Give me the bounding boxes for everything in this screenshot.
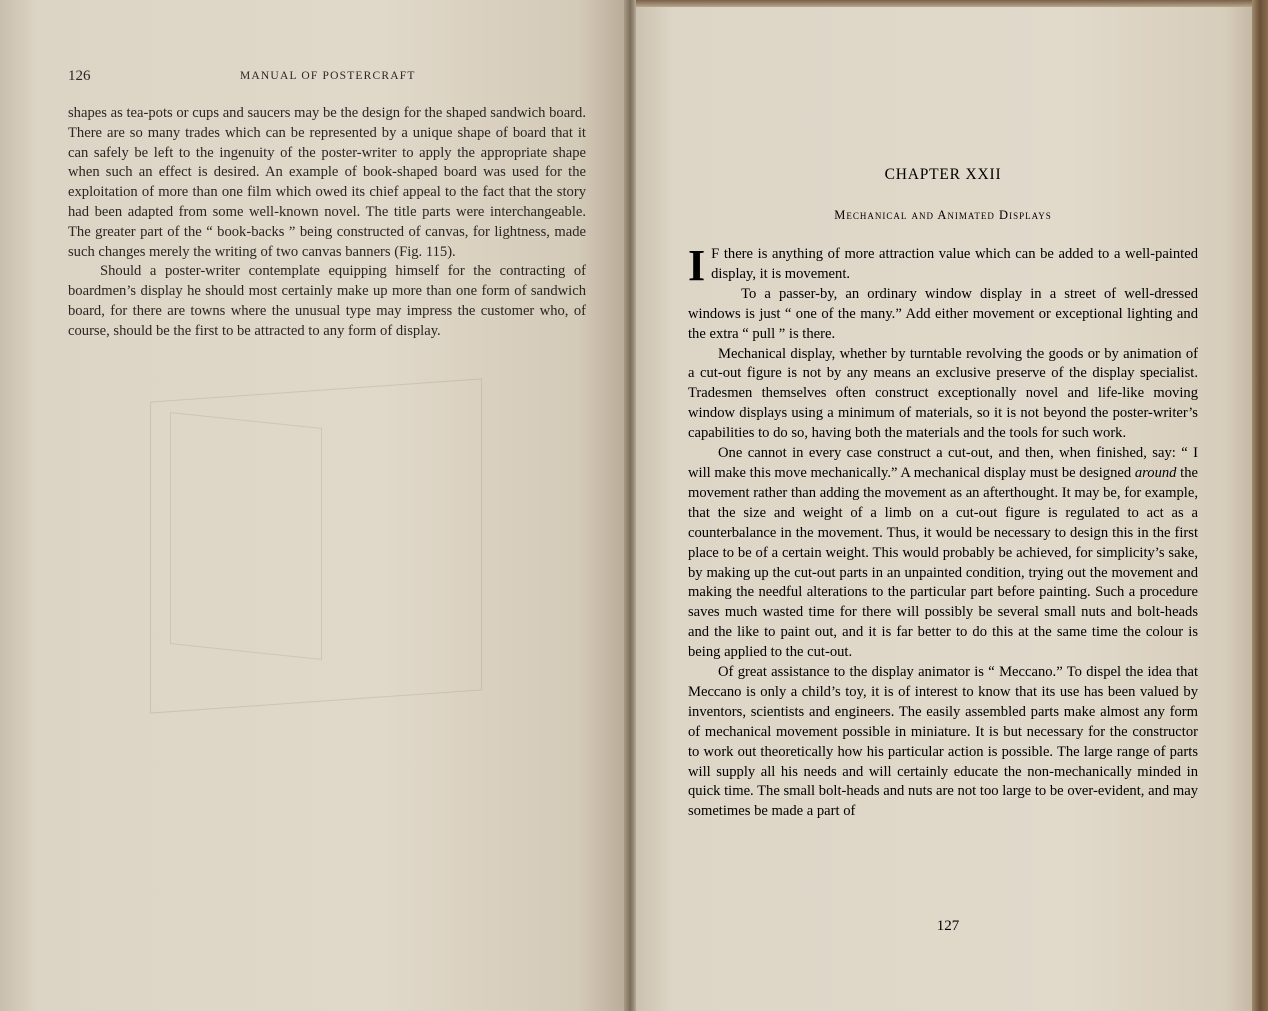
paragraph: shapes as tea-pots or cups and saucers may be the design for the shaped sandwich board. There are so many trades which can be represented by a unique shape of board that it can safely be left to the ingenuity of the poster-writer to apply the appropriate shape when such an effect is desired. An example of book-shaped board was used for the exploitation of more than one film which owed its chief appeal to the fact that the story had been adapted from some well-known novel. The title parts were interchangeable. The greater part of the “ book-backs ” being constructed of canvas, for lightness, made such changes merely the writing of two canvas banners (Fig. 115). [68, 105, 586, 260]
paragraph: To a passer-by, an ordinary window display in a street of well-dressed windows is just “ one of the many.” Add either movement or exceptional lighting and the extra “ pull ” is there. [688, 285, 1198, 342]
paragraph: Mechanical display, whether by turntable revolving the goods or by animation of a cut-out figure is not by any means an exclusive preserve of the display specialist. Tradesmen themselves often construct exceptionally novel and life-like moving window displays using a minimum of materials, so it is not beyond the poster-writer’s capabilities to do so, having both the materials and the tools for such work. [688, 345, 1198, 442]
left-page [0, 0, 628, 1011]
bleed-through-figure-inner [170, 412, 322, 660]
page-number: 126 [68, 68, 91, 84]
opening-paragraph-text: F there is anything of more attraction value which can be added to a well-painted display, it is movement. [711, 246, 1198, 282]
paragraph-text: One cannot in every case construct a cut-out, and then, when finished, say: “ I will make this move mechanically.” A mechanical display must be designed [688, 445, 1198, 481]
book-cover-edge [1252, 0, 1268, 1011]
running-title: MANUAL OF POSTERCRAFT [240, 70, 416, 82]
drop-cap: I [688, 241, 706, 290]
right-body-text [688, 241, 1198, 822]
chapter-title-text: Mechanical and Animated Displays [834, 208, 1052, 222]
left-body-text [68, 104, 586, 342]
paragraph: Should a poster-writer contemplate equipping himself for the contracting of boardmen’s display he should most certainly make up more than one form of sandwich board, for there are towns where the unusual type may impress the customer who, of course, should be the first to be attracted to any form of display. [68, 263, 586, 339]
opening-paragraph [688, 241, 1198, 290]
book-cover-top-edge [636, 0, 1268, 7]
chapter-title [688, 208, 1198, 223]
running-head [68, 68, 588, 92]
paragraph [688, 444, 1198, 663]
paragraph-text: the movement rather than adding the movement as an afterthought. It may be, for example, that the size and weight of a limb on a cut-out figure is regulated to act as a counterbalance in the movement. Thus, it would be necessary to design this in the first place to be of a certain weight. This would probably be achieved, for simplicity’s sake, by making up the cut-out parts in an unpainted condition, trying out the movement and making the needful alterations to the particular part before painting. Such a procedure saves much wasted time for there will possibly be several small nuts and bolt-heads and the like to paint out, and it is far better to do this at the same time the colour is being applied to the cut-out. [688, 464, 1198, 661]
chapter-number: CHAPTER XXII [884, 166, 1002, 183]
paragraph: Of great assistance to the display animator is “ Meccano.” To dispel the idea that Meccano is only a child’s toy, it is of interest to know that its use has been valued by inventors, scientists and engineers. The easily assembled parts make almost any form of mechanical movement possible in miniature. It is but necessary for the constructor to work out theoretically how his particular action is possible. The large range of parts will supply all his needs and will certainly educate the non-mechanically minded in quick time. The small bolt-heads and nuts are not too large to be over-evident, and may sometimes be made a part of [688, 664, 1198, 820]
page-number: 127 [936, 918, 960, 934]
italic-word: around [1134, 464, 1177, 481]
